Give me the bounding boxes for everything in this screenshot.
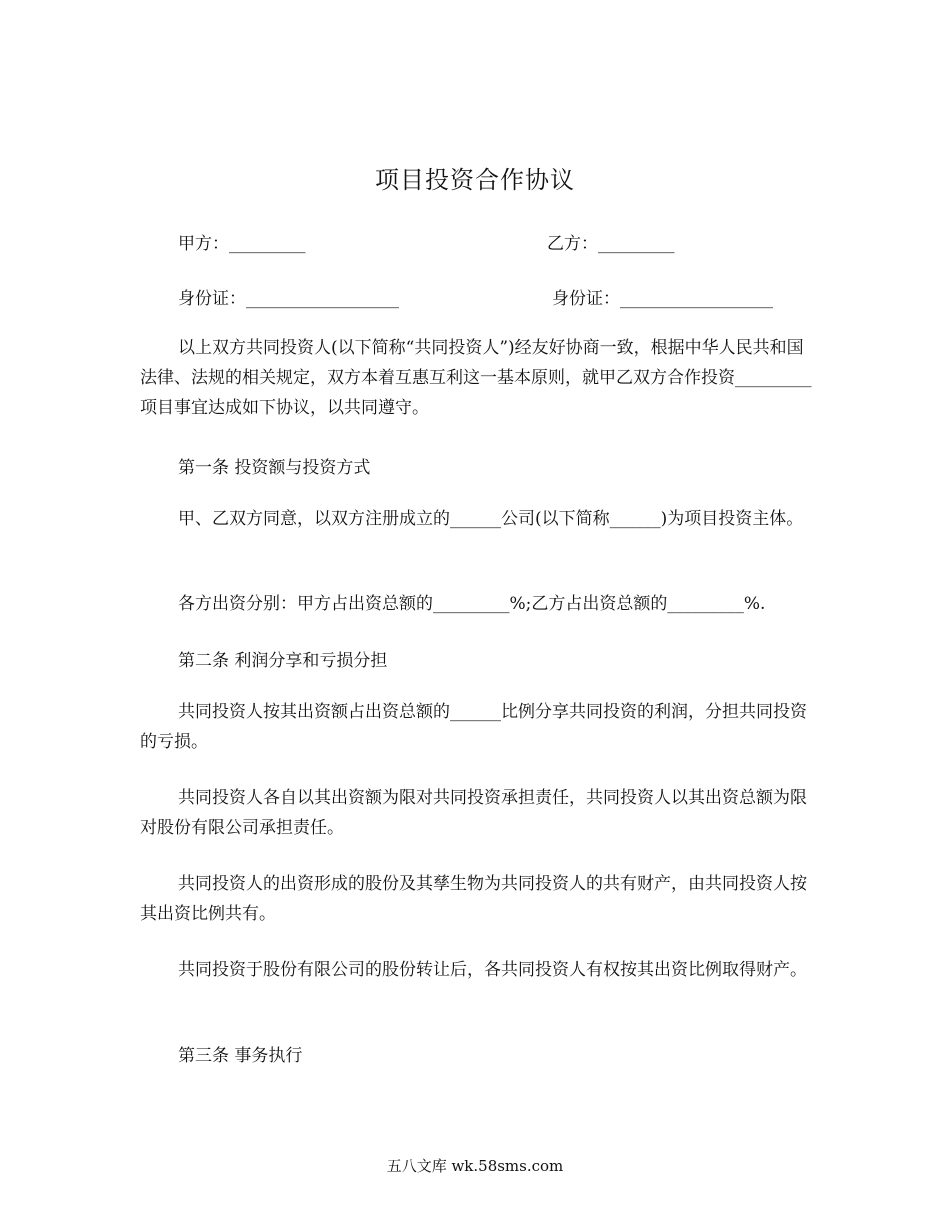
article1-paragraph-2: 各方出资分别：甲方占出资总额的_________%;乙方占出资总额的_________%.: [178, 594, 766, 614]
article2-paragraph-1: 共同投资人按其出资额占出资总额的______比例分享共同投资的利润，分担共同投资的亏损。: [140, 702, 807, 752]
preamble-paragraph: 以上双方共同投资人(以下简称“共同投资人”)经友好协商一致，根据中华人民共和国法律、法规的相关规定，双方本着互惠互利这一基本原则，就甲乙双方合作投资_________项目事宜达成如下协议，以共同遵守。: [140, 338, 812, 418]
party-b-id-field: 身份证：__________________: [552, 289, 773, 309]
article2-paragraph-2: 共同投资人各自以其出资额为限对共同投资承担责任，共同投资人以其出资总额为限对股份有限公司承担责任。: [140, 788, 807, 838]
footer-watermark: 五八文库 wk.58sms.com: [386, 1157, 564, 1175]
article2-paragraph-3: 共同投资人的出资形成的股份及其孳生物为共同投资人的共有财产，由共同投资人按其出资比例共有。: [140, 874, 807, 924]
article2-paragraph-4: 共同投资于股份有限公司的股份转让后，各共同投资人有权按其出资比例取得财产。: [178, 960, 807, 980]
party-a-field: 甲方：_________: [178, 234, 306, 254]
party-b-field: 乙方：_________: [547, 234, 675, 254]
article1-paragraph-1: 甲、乙双方同意，以双方注册成立的______公司(以下简称______)为项目投资主体。: [178, 509, 804, 529]
article3-heading: 第三条 事务执行: [178, 1046, 303, 1066]
article1-heading: 第一条 投资额与投资方式: [178, 458, 371, 478]
party-a-id-field: 身份证：__________________: [178, 289, 399, 309]
document-title: 项目投资合作协议: [375, 166, 575, 194]
article2-heading: 第二条 利润分享和亏损分担: [178, 651, 388, 671]
